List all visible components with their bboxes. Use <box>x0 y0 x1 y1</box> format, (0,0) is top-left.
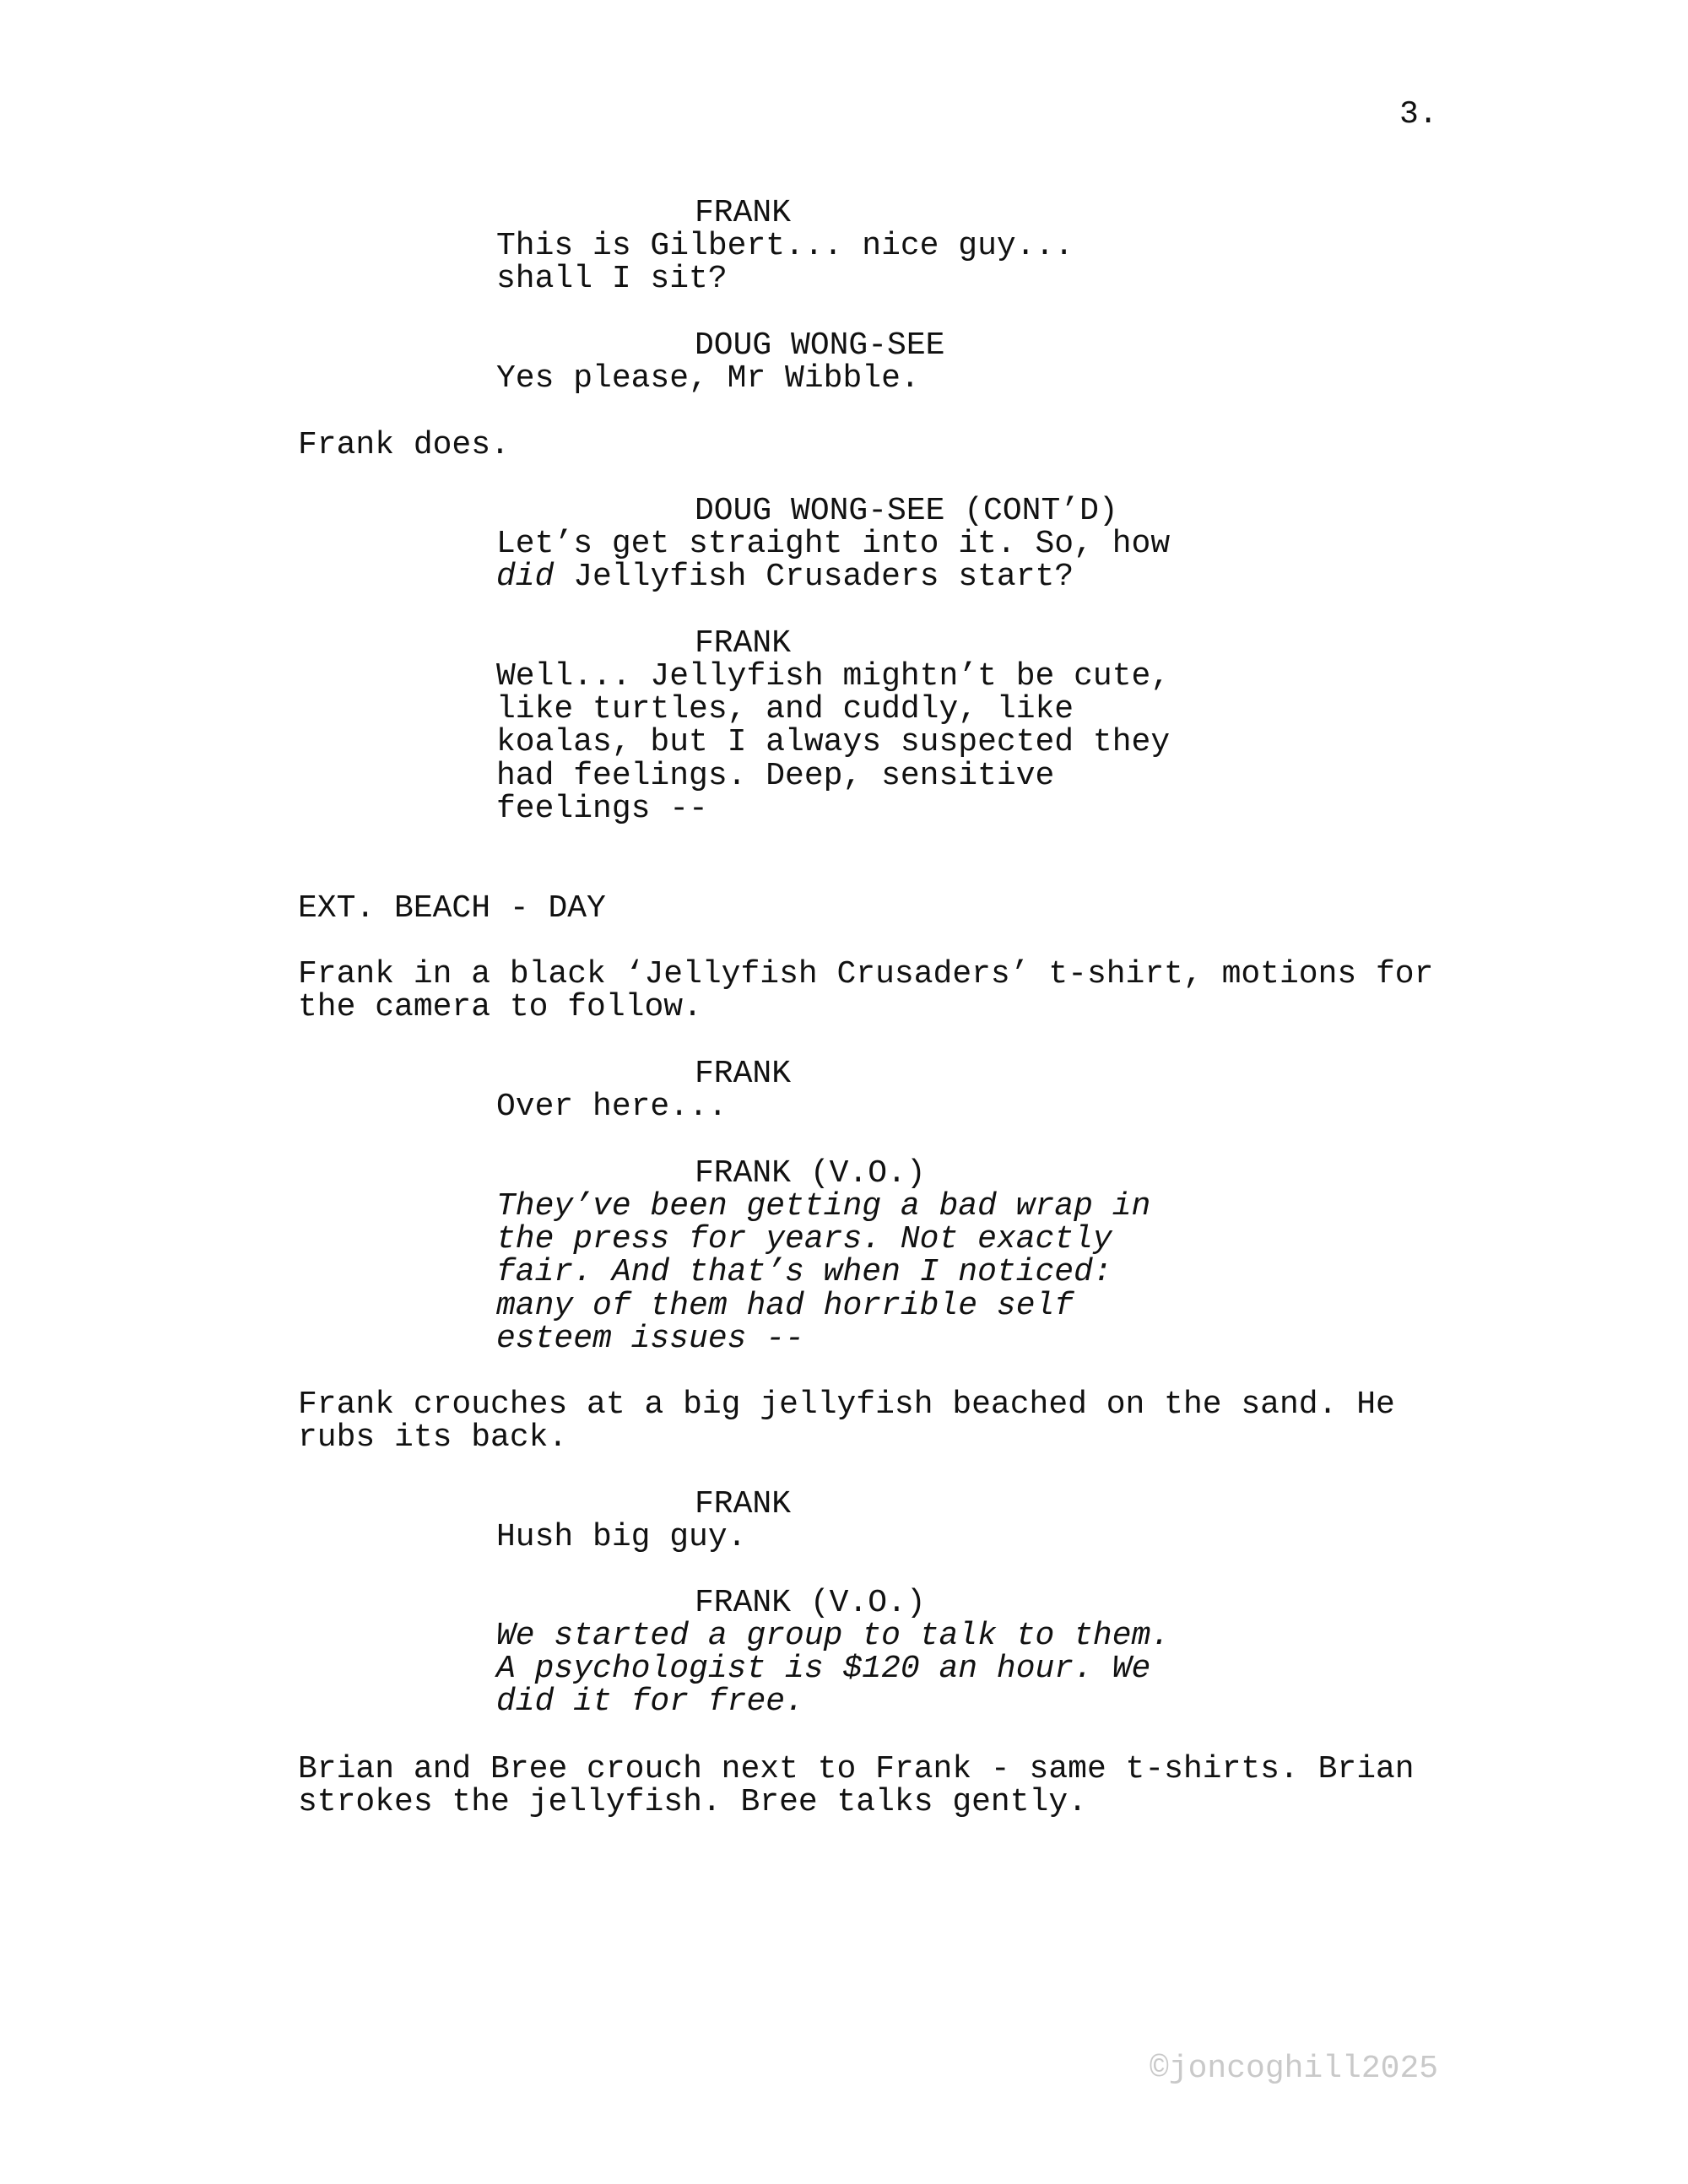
dialogue-text: Jellyfish Crusaders start? <box>554 559 1074 596</box>
character-cue-frank: FRANK <box>695 1056 792 1092</box>
voice-over-line: We started a group to talk to them. A psychologist is $120 an hour. We did it for free. <box>496 1618 1171 1721</box>
dialogue-line: Well... Jellyfish mightn’t be cute, like turtles, and cuddly, like koalas, but I always suspected they had feelings. Deep, sensitive feelings -- <box>496 658 1171 827</box>
dialogue-line: Hush big guy. <box>496 1519 747 1555</box>
character-cue-frank: FRANK <box>695 625 792 662</box>
dialogue-line: This is Gilbert... nice guy... shall I sit? <box>496 228 1074 298</box>
character-cue-doug-wong-see-contd: DOUG WONG-SEE (CONT’D) <box>695 493 1118 529</box>
emphasis-text: did <box>496 559 555 596</box>
character-cue-doug-wong-see: DOUG WONG-SEE <box>695 327 945 364</box>
action-line: Frank in a black ‘Jellyfish Crusaders’ t-shirt, motions for the camera to follow. <box>298 956 1434 1026</box>
character-cue-frank-vo: FRANK (V.O.) <box>695 1585 926 1621</box>
character-cue-frank-vo: FRANK (V.O.) <box>695 1155 926 1192</box>
voice-over-line: They’ve been getting a bad wrap in the press for years. Not exactly fair. And that’s when I noticed: many of them had horrible self esteem issues -- <box>496 1188 1151 1357</box>
character-cue-frank: FRANK <box>695 195 792 231</box>
page-number: 3. <box>1399 96 1438 132</box>
dialogue-text: Let’s get straight into it. So, how <box>496 526 1171 562</box>
dialogue-line: Yes please, Mr Wibble. <box>496 360 920 397</box>
action-line: Brian and Bree crouch next to Frank - same t-shirts. Brian strokes the jellyfish. Bree talks gently. <box>298 1751 1415 1821</box>
copyright-watermark: ©joncoghill2025 <box>1150 2051 1439 2087</box>
character-cue-frank: FRANK <box>695 1486 792 1522</box>
action-line: Frank crouches at a big jellyfish beached on the sand. He rubs its back. <box>298 1387 1395 1457</box>
dialogue-line: Over here... <box>496 1089 728 1125</box>
dialogue-line <box>496 526 1171 596</box>
action-line: Frank does. <box>298 427 510 463</box>
scene-heading: EXT. BEACH - DAY <box>298 890 606 927</box>
